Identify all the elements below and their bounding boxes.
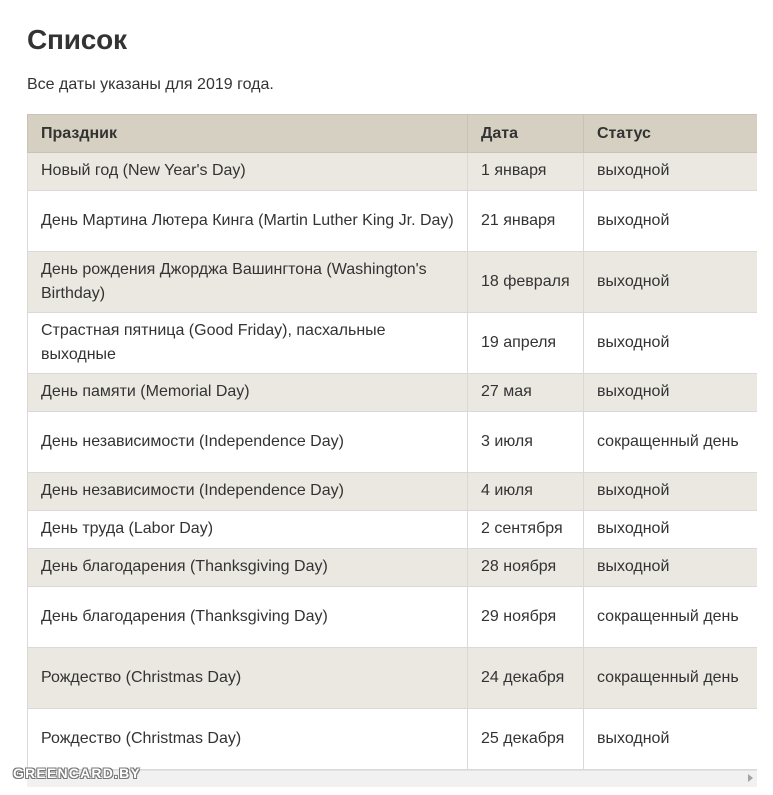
table-row (28, 709, 758, 770)
date-cell: 27 мая (468, 374, 584, 412)
table-row (28, 252, 758, 313)
table-row (28, 587, 758, 648)
status-cell: выходной (584, 374, 758, 412)
page-subtitle: Все даты указаны для 2019 года. (27, 76, 274, 93)
date-cell: 29 ноября (468, 587, 584, 648)
status-cell: выходной (584, 252, 758, 313)
status-cell: сокращенный день (584, 587, 758, 648)
date-cell: 18 февраля (468, 252, 584, 313)
column-header-date: Дата (468, 115, 584, 153)
table-row (28, 511, 758, 549)
holiday-cell: Рождество (Christmas Day) (28, 709, 468, 770)
date-cell: 19 апреля (468, 313, 584, 374)
holiday-cell: Страстная пятница (Good Friday), пасхальные выходные (28, 313, 468, 374)
date-cell: 21 января (468, 191, 584, 252)
table-row (28, 549, 758, 587)
holiday-cell: День благодарения (Thanksgiving Day) (28, 587, 468, 648)
table-row (28, 313, 758, 374)
status-cell: выходной (584, 511, 758, 549)
date-cell: 4 июля (468, 473, 584, 511)
status-cell: выходной (584, 153, 758, 191)
date-cell: 3 июля (468, 412, 584, 473)
holiday-cell: День труда (Labor Day) (28, 511, 468, 549)
status-cell: выходной (584, 709, 758, 770)
date-cell: 1 января (468, 153, 584, 191)
page-title: Список (27, 24, 127, 55)
status-cell: сокращенный день (584, 648, 758, 709)
date-cell: 2 сентября (468, 511, 584, 549)
table-row (28, 648, 758, 709)
column-header-status: Статус (584, 115, 758, 153)
table-row (28, 412, 758, 473)
holiday-cell: Новый год (New Year's Day) (28, 153, 468, 191)
date-cell: 28 ноября (468, 549, 584, 587)
status-cell: выходной (584, 191, 758, 252)
table-header-row (28, 115, 758, 153)
holiday-cell: День независимости (Independence Day) (28, 412, 468, 473)
holiday-cell: День памяти (Memorial Day) (28, 374, 468, 412)
scroll-right-arrow-icon[interactable] (748, 774, 753, 782)
date-cell: 25 декабря (468, 709, 584, 770)
holiday-cell: День независимости (Independence Day) (28, 473, 468, 511)
holiday-cell: Рождество (Christmas Day) (28, 648, 468, 709)
table-row (28, 374, 758, 412)
holiday-cell: День Мартина Лютера Кинга (Martin Luther King Jr. Day) (28, 191, 468, 252)
status-cell: выходной (584, 313, 758, 374)
status-cell: выходной (584, 473, 758, 511)
table-row (28, 153, 758, 191)
watermark-logo: GREENCARD.BY (13, 765, 141, 781)
holiday-cell: День рождения Джорджа Вашингтона (Washington's Birthday) (28, 252, 468, 313)
holidays-table (27, 114, 757, 770)
holiday-cell: День благодарения (Thanksgiving Day) (28, 549, 468, 587)
holidays-table-container (27, 114, 757, 770)
table-row (28, 473, 758, 511)
column-header-holiday: Праздник (28, 115, 468, 153)
status-cell: выходной (584, 549, 758, 587)
table-row (28, 191, 758, 252)
date-cell: 24 декабря (468, 648, 584, 709)
status-cell: сокращенный день (584, 412, 758, 473)
